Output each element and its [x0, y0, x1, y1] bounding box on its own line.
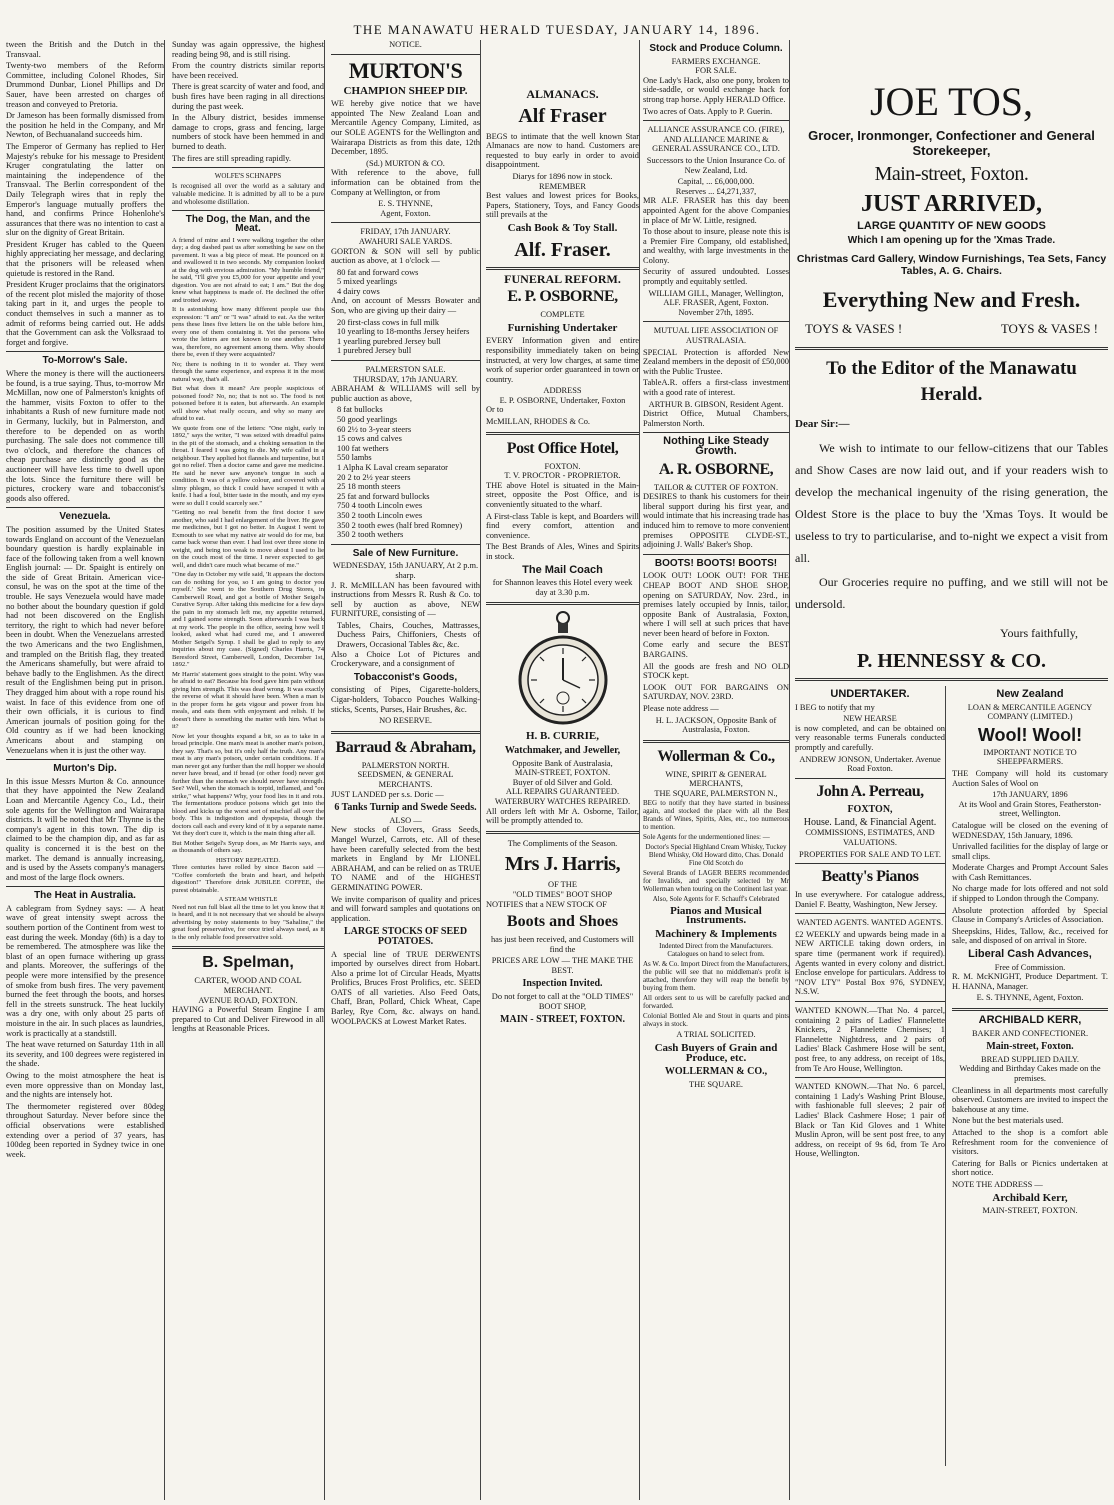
ad-signature: WILLIAM GILL, Manager, Wellington,: [648, 288, 784, 298]
ad-text: Absolute protection afforded by Special Clause in Company's Articles of Association.: [952, 905, 1108, 925]
ad-heading: JUST ARRIVED,: [861, 191, 1042, 217]
sale-date: FRIDAY, 17th JANUARY.: [360, 227, 451, 237]
ad-heading: Cash Buyers of Grain and Produce, etc.: [654, 1041, 778, 1064]
advertiser-name: ARCHIBALD KERR,: [978, 1014, 1082, 1026]
ad-text: District Office, Mutual Chambers, Palmerston North.: [643, 409, 789, 428]
article-paragraph: Dr Jameson has been formally dismissed from the position he held in the Company, and Mr Newton, of Bechuanaland succeeds him.: [6, 111, 164, 140]
letter-paragraph: We wish to intimate to our fellow-citizens that our Tables and Show Cases are now laid out, and if your readers wish to develop the mechanical ingenuity of the rising generation, the Oldest Store is the place to buy the 'Xmas Toys. It would be useless to try to particularise, and to-night we expect a visit from all.: [795, 441, 1108, 566]
ad-text: Best values and lowest prices for Books, Papers, Stationery, Toys, and Fancy Goods still prevails at the: [486, 191, 639, 220]
ad-heading: ALMANACS.: [526, 87, 599, 101]
ad-text: COMPLETE: [540, 310, 585, 320]
article-paragraph: "Getting no real benefit from the first doctor I saw another, who said I had enlargement of the liver. He gave me medicines, but I got no better. In August I went to Exmouth to see what my native air would do for me, but came back worse than ever. I had lost over three stone in weight, and being too weak to move about I used to lie on the couch most of the time. I never expected to get well, and didn't care much what became of me.": [172, 509, 324, 569]
article-paragraph: There is great scarcity of water and food, and bush fires have been raging in all directions during the past week.: [172, 82, 324, 111]
ad-heading: The Mail Coach: [522, 563, 603, 576]
advertiser-name: Post Office Hotel,: [506, 439, 619, 457]
advertiser-name: B. Spelman,: [202, 954, 294, 972]
letter-heading: Herald.: [920, 383, 983, 405]
divider: [6, 759, 164, 760]
list-item: 350 2 tooth wethers: [337, 530, 404, 540]
ad-signature: (Sd.) MURTON & CO.: [366, 158, 445, 168]
list-item: 1 yearling purebred Jersey bull: [337, 336, 441, 346]
ad-text: Attached to the shop is a comfort able Refreshment room for the convenience of visitors.: [952, 1127, 1108, 1157]
divider: [643, 120, 789, 121]
divider: [331, 360, 480, 361]
ad-text: PROPERTIES FOR SALE AND TO LET.: [799, 849, 941, 859]
ad-text: Which I am opening up for the 'Xmas Trade.: [847, 234, 1056, 246]
ad-signature: ANDREW JONSON, Undertaker. Avenue Road Foxton.: [799, 754, 941, 774]
ad-text: SPECIAL Protection is afforded New Zealand members in the deposit of £50,000 with the Public Trustee.: [643, 347, 789, 376]
ad-text: Doctor's Special Highland Cream Whisky, Tuckey Blend Whisky, Old Howard ditto, Chas. Donald Fine Old Scotch do: [645, 842, 787, 867]
article-paragraph: President Kruger has cabled to the Queen highly appreciating her message, and declaring that the prisoners will be released when quietude is restored in the Rand.: [6, 239, 164, 278]
ad-text: ADDRESS: [543, 386, 582, 396]
ad-text: COMMISSIONS, ESTIMATES, AND VALUATIONS.: [805, 828, 935, 847]
ad-text: NOTIFIES that a NEW STOCK OF: [486, 899, 607, 909]
list-item: 10 yearling to 18-months Jersey heifers: [337, 327, 470, 337]
ad-text: Security of assured undoubted. Losses promptly and equitably settled.: [643, 267, 789, 287]
list-item: 100 fat wethers: [337, 443, 389, 453]
ad-text: Moderate Charges and Prompt Account Sales with Cash Remittances.: [952, 863, 1108, 882]
advertiser-trade: SEEDSMEN, & GENERAL MERCHANTS.: [357, 770, 454, 789]
advertiser-name: Alf. Fraser.: [514, 238, 611, 261]
ad-text: LOOK OUT! LOOK OUT! FOR THE CHEAP BOOT AND SHOE SHOP, opening on SATURDAY, Nov. 23rd., in premises lately occupied by Innis, tailor, opposite Bank of Australasia, Foxton, where I will sell at such prices that have never been heard of before in Foxton.: [643, 571, 789, 638]
ad-text: £2 WEEKLY and upwards being made in a NEW ARTICLE taking down orders, in spare time (permanent work if required). Agents wanted in every colony and district. Enclose envelope for particulars. Address to "NOV LTY" Postal Box 976, SYDNEY, N.S.W.: [795, 929, 945, 997]
ad-text: No charge made for lots offered and not sold if shipped to London through the Company.: [952, 884, 1108, 904]
list-item: 20 first-class cows in full milk: [337, 317, 440, 327]
advertiser-name: WOLLERMAN & CO.,: [664, 1066, 768, 1078]
divider: [331, 54, 480, 55]
ad-text: Indented Direct from the Manufacturers. Catalogues on hand to select from.: [659, 942, 773, 959]
divider: [795, 1077, 945, 1078]
ad-text: WE hereby give notice that we have appointed The New Zealand Loan and Mercantile Agency Company, Limited, as our SOLE AGENTS for the Wellington and Wairarapa Districts as from this date, 12th December, 1895.: [331, 99, 480, 157]
ad-signature: ARTHUR B. GIBSON, Resident Agent.: [648, 399, 784, 409]
ad-heading: MUTUAL LIFE ASSOCIATION OF AUSTRALASIA.: [653, 326, 779, 346]
list-item: 350 2 tooth Lincoln ewes: [337, 510, 423, 520]
advertiser-address: Opposite Bank of Australasia,: [512, 758, 613, 768]
ad-text: WANTED KNOWN.—That No. 4 parcel, containing 2 pairs of Ladies' Flannelette Knickers, 2 Flannelette Chemises; 1 Flannelette Nightdress, and 2 pairs of Ladies' Black Cashmere Hose will be sent, post free, to any address, on receipt of 18s, from Te Aro House, Wellington.: [795, 1006, 945, 1073]
ad-text: Cleanliness in all departments most carefully observed. Customers are invited to inspect the bakehouse at any time.: [952, 1085, 1108, 1114]
advertiser-name: A. R. OSBORNE,: [658, 460, 774, 478]
divider: [172, 210, 324, 211]
divider: [486, 432, 639, 435]
ad-date: November 27th, 1895.: [678, 307, 754, 317]
ad-text: NEW HEARSE: [843, 714, 897, 724]
list-item: 20 2 to 2½ year steers: [337, 472, 411, 482]
ad-text: Also, Sole Agents for F. Schauff's Celebrated: [652, 894, 780, 903]
advertiser-trade: WINE, SPIRIT & GENERAL MERCHANTS,: [665, 769, 767, 789]
divider: [795, 863, 945, 864]
divider: [331, 731, 480, 734]
ad-text: Wedding and Birthday Cakes made on the premises.: [959, 1064, 1101, 1083]
article-paragraph: A cablegram from Sydney says: — A heat wave of great intensity swept across the southern portion of the Continent from west to east during the week. Monday (6th) is a day to be remembered. The atmosphere was like the blast of an open furnace withering up grass and plants. Moreover, the sufferings of the people were more intensified by the presence of smoke from bush fires. The very pavement burned the feet through the boots, and horses fell in the streets sunstruck. The heat luckily was a dry one, with only about 25 parts of moisture in the air. In such places as laundries, work is practically at a standstill.: [6, 903, 164, 1038]
ad-text: TOYS & VASES !: [1000, 321, 1098, 337]
advertiser-name: H. B. CURRIE,: [525, 730, 600, 743]
ad-text: Three centuries have rolled by since Bacon said — "Coffee comforteth the brain and heart, and helpeth digestion!" Therefore drink JUBILEE COFFEE, the purest obtainable.: [172, 864, 324, 894]
ad-text: E. P. OSBORNE, Undertaker, Foxton: [499, 395, 626, 405]
divider: [331, 222, 480, 223]
advertiser-name: Barraud & Abraham,: [335, 738, 476, 756]
column-heading: Stock and Produce Column.: [649, 43, 783, 54]
advertiser-trade: LOAN & MERCANTILE AGENCY COMPANY (LIMITED.): [967, 702, 1093, 722]
ad-text: With reference to the above, full information can be obtained from the Company at Wellington, or from: [331, 168, 480, 197]
list-item: And, on account of Messrs Bowater and Son, who are giving up their dairy —: [331, 296, 480, 316]
list-item: 25 18 month steers: [337, 482, 401, 492]
list-item: 750 4 tooth Lincoln ewes: [337, 501, 423, 511]
ad-heading: 6 Tanks Turnip and Swede Seeds.: [334, 802, 477, 814]
ad-heading: Furnishing Undertaker: [507, 321, 618, 334]
ad-text: As W. & Co. Import Direct from the Manufacturers, the public will see that no middleman's profit is attached, therefore they will reap the benefit by buying from them.: [643, 960, 789, 993]
list-item: 350 2 tooth ewes (half bred Romney): [337, 520, 463, 530]
ad-text: Or to: [486, 405, 504, 415]
ad-text: has just been received, and Customers will find the: [490, 935, 635, 954]
ad-text: One Lady's Hack, also one pony, broken to side-saddle, or would exchange hack for strong trap horse. Apply HERALD Office.: [643, 75, 789, 104]
ad-text: Colonial Bottled Ale and Stout in quarts and pints always in stock.: [643, 1012, 789, 1029]
ad-heading: HISTORY REPEATED.: [215, 856, 281, 864]
ad-heading: Cash Book & Toy Stall.: [507, 221, 618, 234]
columns: [6, 40, 1108, 1500]
ad-text: All orders sent to us will be carefully packed and forwarded.: [643, 994, 789, 1011]
letter-heading: To the Editor of the Manawatu: [826, 357, 1077, 379]
ad-heading: Pianos and Musical Instruments.: [670, 904, 762, 927]
list-item: 60 2½ to 3-year steers: [337, 424, 412, 434]
ad-text: Several Brands of LAGER BEERS recommended for Invalids, and specially selected by Mr Wollerman when touring on the Continent last year.: [643, 868, 789, 893]
ad-text: THE above Hotel is situated in the Main-street, opposite the Post Office, and is conveniently situated to the wharf.: [486, 480, 639, 510]
ad-text: Do not forget to call at the "OLD TIMES" BOOT SHOP,: [491, 992, 634, 1011]
ad-heading: LARGE STOCKS OF SEED POTATOES.: [343, 926, 468, 947]
ad-heading: FARMERS EXCHANGE.: [671, 56, 761, 66]
article-paragraph: But what does it mean? Are people suspicious of poisoned food? No, no; that is not so. The food is not poisoned before it is eaten, but afterwards. An example will show what really occurs, and why so many are afraid to eat.: [172, 385, 324, 423]
article-paragraph: The thermometer registered over 80deg throughout Saturday. Never before since the official observations were established extending over a period of 37 years, has 100deg been reported in Sydney twice in one week.: [6, 1101, 164, 1159]
masthead: [0, 0, 1114, 40]
advertiser-address: Main-street, Foxton.: [874, 163, 1029, 185]
lower-ads: [795, 686, 1108, 1466]
ad-text: Catering for Balls or Picnics undertaken at short notice.: [952, 1158, 1108, 1178]
article-heading: To-Morrow's Sale.: [42, 355, 128, 367]
advertiser-address: Main-street, Foxton.: [986, 1041, 1074, 1053]
article-paragraph: Where the money is there will the auctioneers be found, is a true saying. Thus, to-morrow Mr McMillan, now one of Palmerston's knights of the hammer, visits Foxton to offer to the inhabitants a Rush of new furniture made not in Germany, luckily, but in Palmerston, and therefore to be depended on as worth purchasing. The sale does not commence till two o'clock, and therefore the chances of cheap purchase are distinctly good as the auctioneer will have less time to dwell upon the lots. Since the furniture there will be pictures, crockery ware and tobacconist's goods also offered.: [6, 369, 164, 503]
masthead-text: THE MANAWATU HERALD TUESDAY, JANUARY 14, 1896.: [353, 22, 761, 37]
ad-text: Catalogue will be closed on the evening of WEDNESDAY, 15th January, 1896.: [952, 820, 1108, 840]
divider: [795, 347, 1108, 350]
article-paragraph: In the Albury district, besides immense damage to crops, grass and fencing, large numbers of stock have been hemmed in and burned to death.: [172, 113, 324, 151]
article-paragraph: "One day in October my wife said, 'It appears the doctors can do nothing for you, so I am going to doctor you myself.' She went to the Southern Drug Stores, in Camberwell Road, and got a bottle of Mother Seigel's Curative Syrup. After taking this medicine for a few days the pain in my stomach left me, my appetite returned, and I gained some strength. Soon afterwards I was back at my work. The people in the office, seeing how well I looked, asked what had cured me, and I answered Mother Seigel's Syrup. I shall be glad to reply to any inquiries about my case. (Signed) Charles Harris, 74 Beresford Street, Camberwell, London, December 1st, 1892.": [172, 571, 324, 669]
divider: [952, 1008, 1108, 1011]
column-5: [643, 40, 790, 1500]
advertiser-name: Beatty's Pianos: [821, 868, 919, 886]
advertiser-trade: BAKER AND CONFECTIONER.: [971, 1028, 1089, 1038]
article-heading: The Heat in Australia.: [34, 890, 136, 902]
ad-text: I BEG to notify that my: [795, 702, 875, 712]
advertiser-trade: Watchmaker, and Jeweller,: [504, 744, 621, 756]
ad-text: WATERBURY WATCHES REPAIRED.: [494, 796, 631, 806]
ad-text: The Best Brands of Ales, Wines and Spirits in stock.: [486, 542, 639, 561]
advertiser-address: MAIN-STREET, FOXTON.: [982, 1206, 1078, 1216]
advertiser-trade: TAILOR & CUTTER OF FOXTON.: [653, 482, 779, 492]
list-item: 1 purebred Jersey bull: [337, 346, 412, 356]
lower-right-ads: [952, 686, 1108, 1466]
ad-heading: Wool! Wool!: [977, 724, 1083, 745]
sale-date: WEDNESDAY, 15th JANUARY, At 2 p.m. sharp.: [332, 561, 479, 580]
list-item: 80 fat and forward cows: [337, 267, 419, 277]
column-2: [172, 40, 325, 1500]
ad-heading: WOLFE'S SCHNAPPS: [214, 172, 282, 181]
advertiser-name: Wollerman & Co.,: [657, 747, 775, 765]
ad-text: Tables, Chairs, Couches, Mattrasses, Duchess Pairs, Chiffoniers, Chests of Drawers, Occasional Tables &c, &c.: [337, 620, 480, 650]
ad-heading: FOR SALE.: [695, 66, 737, 76]
ad-text: Unrivalled facilities for the display of large or small clips.: [952, 842, 1108, 861]
ad-body: [643, 799, 789, 903]
agent-title: Agent, Foxton.: [380, 208, 431, 218]
article-paragraph: We quote from one of the letters: "One night, early in 1892," says the writer, "I was seized with dreadful pains in the pit of the stomach, and a choking sensation in the throat. I feared I was going to die. My wife called in a neighbour. They applied hot flannels and turpentine, but I got no relief. Then a doctor came and gave me medicine. He said he never saw anyone's tongue in such a condition. It was of a yellow colour, and covered with a slimy phlegm, so thick I could have scraped it with a knife. I had a foul, bitter taste in the mouth, and my eyes were so dull I could scarcely see.": [172, 424, 324, 507]
article-paragraph: The Emperor of Germany has replied to Her Majesty's rebuke for his message to President Kruger congratulating the latter on maintaining the independence of the Transvaal. The Berlin correspondent of the Daily Telegraph wires that in reply the Emperor's language mutually proffers the hand, and confirms Prince Hohenlohe's assurances that there was no intention to cast a slur on the dignity of Great Britain.: [6, 141, 164, 238]
ad-text: Sheepskins, Hides, Tallow, &c., received for sale, and disposed of on arrival in Store.: [952, 926, 1108, 946]
advertiser-address: MAIN-STREET, FOXTON.: [514, 768, 611, 778]
advertiser-trade: House. Land, & Financial Agent.: [803, 817, 937, 829]
ad-text: JUST LANDED per s.s. Doric —: [331, 789, 444, 799]
ad-signature: ALF. FRASER, Agent, Foxton.: [663, 298, 769, 308]
ad-text: T. V. PROCTOR - PROPRIETOR.: [504, 471, 621, 481]
ad-text: Come early and secure the BEST BARGAINS.: [643, 640, 789, 660]
divider: [486, 267, 639, 270]
ad-heading: ALLIANCE ASSURANCE CO. (FIRE), AND ALLIANCE MARINE & GENERAL ASSURANCE CO., LTD.: [647, 125, 785, 154]
article-body: [172, 237, 324, 942]
ad-text: To those about to insure, please note this is a Premier Fire Company, old established, and wealthy, with large investments in the Colony.: [643, 227, 789, 265]
list-item: 1 Alpha K Laval cream separator: [337, 462, 448, 472]
advertiser-name: John A. Perreau,: [816, 782, 924, 800]
article-paragraph: The fires are still spreading rapidly.: [172, 153, 291, 163]
article-paragraph: Mr Harris' statement goes straight to the point. Why was he afraid to eat? Because his food gave him pain without giving him strength. This was dead wrong. It was exactly the reverse of what it should have been. When a man is in the proper form he gets vigour and power from his meals, and eats them with enjoyment and relish. If he doesn't there is something the matter with him. What is it?: [172, 670, 324, 731]
ad-text: ABRAHAM & WILLIAMS will sell by public auction as above,: [331, 384, 480, 403]
advertiser-address: THE SQUARE.: [689, 1079, 743, 1089]
ad-text: All orders left with Mr A. Osborne, Tailor, will be promptly attended to.: [486, 806, 639, 826]
ad-text: Successors to the Union Insurance Co. of New Zealand, Ltd.: [646, 155, 786, 175]
advertiser-trade: Grocer, Ironmonger, Confectioner and General Storekeeper,: [808, 128, 1095, 158]
advertiser-name: Alf Fraser: [518, 104, 607, 127]
ad-text: BEG to notify that they have started in business again, and stocked the place with all the Best Brands of Wines, Spirits, Ales, etc., too numerous to mention.: [643, 798, 789, 831]
ad-text: New stocks of Clovers, Grass Seeds, Mangel Wurzel, Carrots, etc. All of these have been carefully selected from the best markets in England by Mr LIONEL ABRAHAM, and can be relied on as TRUE TO NAME and of the HIGHEST GERMINATING POWER.: [331, 825, 480, 892]
column-3: [331, 40, 481, 1500]
ad-text: HAVING a Powerful Steam Engine I am prepared to Cut and Deliver Firewood in all lengths at Reasonable Prices.: [172, 1005, 324, 1034]
ad-heading: Boots and Shoes: [506, 913, 619, 931]
ad-text: MR ALF. FRASER has this day been appointed Agent for the above Companies in place of Mr W. Little, resigned.: [643, 196, 789, 225]
divider: [643, 554, 789, 555]
divider: [331, 544, 480, 545]
ad-heading: FUNERAL REFORM.: [504, 271, 621, 286]
ad-text: EVERY Information given and entire responsibility immediately taken on being instructed, at very low charges, at same time work of superior order guaranteed in town or country.: [486, 336, 639, 384]
article-paragraph: tween the British and the Dutch in the Transvaal.: [6, 40, 164, 59]
ad-text: Christmas Card Gallery, Window Furnishings, Tea Sets, Fancy Tables, A. G. Chairs.: [796, 253, 1107, 278]
ad-heading: WANTED AGENTS. WANTED AGENTS.: [796, 918, 944, 928]
article-paragraph: But Mother Seigel's Syrup does, as Mr Harris says, and as thousands of others say.: [172, 839, 324, 855]
divider: [6, 507, 164, 508]
ad-heading: Liberal Cash Advances,: [968, 948, 1092, 961]
list-item: 50 good yearlings: [337, 415, 398, 424]
divider: [643, 740, 789, 743]
ad-text: PRICES ARE LOW — THE MAKE THE BEST.: [491, 956, 634, 975]
ad-text: IMPORTANT NOTICE TO SHEEPFARMERS.: [983, 747, 1077, 767]
ad-heading: Tobacconist's Goods,: [353, 671, 458, 683]
ad-text: In use everywhere. For catalogue address, Daniel F. Beatty, Washington, New Jersey.: [795, 890, 945, 909]
column-6: [795, 40, 1108, 1500]
ad-signature: R. M. McKNIGHT, Produce Department. T. H. HANNA, Manager.: [952, 972, 1108, 991]
ad-heading: Everything New and Fresh.: [822, 287, 1081, 313]
article-paragraph: A friend of mine and I were walking together the other day; a dog dashed past us after something he saw on the pavement. It was a big piece of meat. He pounced on it and swallowed it in two seconds. My companion looked at the dog with envious admiration. "My humble friend," he said, "I'll give you £5,000 for your appetite and your digestion. You are not afraid to eat; I am." But the dog knew what happiness is made of. He declined the offer and trotted away.: [172, 236, 324, 304]
ad-text: TableA.R. offers a first-class investment with a good rate of interest.: [643, 378, 789, 397]
list-item: 5 mixed yearlings: [337, 277, 398, 287]
ad-text: for Shannon leaves this Hotel every week day at 3.30 p.m.: [492, 578, 633, 597]
divider: [172, 167, 324, 168]
ad-text: 17th JANUARY, 1896: [992, 790, 1068, 800]
advertiser-name: MURTON'S: [348, 57, 463, 83]
letter-salutation: Dear Sir:—: [795, 417, 850, 430]
notice-label: NOTICE.: [389, 40, 422, 49]
advertiser-name: Archibald Kerr,: [992, 1191, 1068, 1204]
agent-name: E. S. THYNNE,: [378, 199, 433, 209]
divider: [6, 886, 164, 887]
letter-closing: Yours faithfully,: [999, 626, 1078, 641]
divider: [486, 602, 639, 605]
ad-text: At its Wool and Grain Stores, Featherston-street, Wellington.: [958, 799, 1102, 819]
ad-text: McMILLAN, RHODES & Co.: [486, 417, 590, 427]
sale-venue: PALMERSTON SALE.: [365, 365, 446, 375]
divider: [795, 778, 945, 779]
sale-venue: AWAHURI SALE YARDS.: [358, 236, 453, 246]
ad-text: All the goods are fresh and NO OLD STOCK kept.: [643, 661, 789, 681]
column-1: [6, 40, 165, 1500]
ad-text: A special line of TRUE DERWENTS imported by ourselves direct from Hobart. Also a prime lot of Circular Heads, Myatts Prolifics, Bruces Frost Prolifics, etc. SEED OATS of all varieties. Also Feed Oats, Chaff, Bran, Pollard, Chick Wheat, Cape Barley, Rye Corn, &c. always on hand. WOOLPACKS at Lowest Market Rates.: [331, 949, 480, 1026]
ad-text: Sole Agents for the undermentioned lines: —: [643, 832, 770, 841]
ad-heading: UNDERTAKER.: [830, 687, 910, 700]
divider: [795, 913, 945, 914]
article-paragraph: It is astonishing how many different people use this expression: "I am" or "I was" afraid to eat. As the writer pens these lines five letters lie on the table before him, every one of them containing it. Yet the persons who wrote the letters are not known to one another. There was, therefore, no agreement among them. Why should there be, even if they were acquainted?: [172, 306, 324, 359]
ad-text: THE Company will hold its customary Auction Sales of Wool on: [952, 768, 1108, 788]
column-4: [486, 40, 640, 1500]
article-paragraph: From the country districts similar reports have been received.: [172, 61, 324, 80]
article-heading: Venezuela.: [59, 511, 111, 523]
ad-text: Capital, ... £6,000,000.: [677, 177, 755, 187]
article-heading: The Dog, the Man, and the Meat.: [185, 213, 311, 235]
ad-heading: CHAMPION SHEEP DIP.: [343, 84, 468, 97]
letter-signature: P. HENNESSY & CO.: [856, 649, 1047, 672]
ad-text: Also a Choice Lot of Pictures and Crockeryware, and a consignment of: [331, 649, 480, 669]
ad-text: consisting of Pipes, Cigarette-holders, Cigar-holders, Tobacco Pouches Walking-sticks, Scents, Purses, Hair Brushes, &c.: [331, 685, 480, 714]
divider: [486, 831, 639, 834]
divider: [6, 351, 164, 352]
ad-body: [643, 942, 789, 1028]
ad-heading: Inspection Invited.: [522, 978, 603, 990]
article-paragraph: Twenty-two members of the Reform Committee, including Colonel Rhodes, Sir Drummond Dunbar, Lionel Phillips and Dr Sauer, have been arrested on charges of treason and conveyed to Pretoria.: [6, 61, 164, 109]
ad-text: ALSO —: [389, 815, 422, 825]
ad-text: is now completed, and can be obtained on very reasonable terms Funerals conducted promptly and carefully.: [795, 723, 945, 752]
article-paragraph: Sunday was again oppressive, the highest reading being 98, and is still rising.: [172, 40, 324, 59]
ad-text: WANTED KNOWN.—That No. 6 parcel, containing 1 Lady's Washing Print Blouse, with fashionable full sleeves; 2 pair of Ladies' Black Cashmere Hose; 1 pair of Black or Tan Kid Gloves and 1 White Muslin Apron, will be sent post free, to any address, on receipt of 9s 6d, from Te Aro House, Wellington.: [795, 1082, 945, 1159]
ad-text: Two acres of Oats. Apply to P. Guerin.: [643, 106, 773, 116]
list-item: 4 dairy cows: [337, 286, 380, 296]
article-paragraph: The position assumed by the United States towards England on account of the Venezuelan boundary question is hardly explainable in face of the following taken from a well known English journal: — Dr. Spaight is entirely on the side of Great Britain. American vice-consul, he was on the spot at the time of the trouble. He says Venezuela would have made no bother about the boundary question if gold had not been discovered on the English territory, the right to which had never before been in doubt. When the Venezuelans arrested the two Americans and the two Englishmen, and trampled on the British flag, they treated the Americans shamefully, but were afraid to behave badly to the Englishmen. As the direct result of the Englishmen being put in prison. They dragged him about with a rope round his waist. In face of this evidence from one of their own officials, it is curious to find American journals of position going for the Old country as if we had been knocking Americans about and stamping on Venezuelans when it is just the other way.: [6, 524, 164, 755]
ad-signature: E. S. THYNNE, Agent, Foxton.: [976, 993, 1084, 1003]
list-item: 550 lambs: [337, 453, 372, 463]
advertiser-name: JOE TOS,: [869, 79, 1033, 124]
advertiser-name: Mrs J. Harris,: [504, 853, 621, 876]
ad-signature: H. L. JACKSON, Opposite Bank of Australasia, Foxton.: [655, 715, 777, 735]
ad-text: GORTON & SON will sell by public auction as above, at 1 o'clock —: [331, 246, 480, 266]
ad-text: J. R. McMILLAN has been favoured with instructions from Messrs R. Rush & Co. to sell by auction as above, NEW FURNITURE, consisting of —: [331, 580, 480, 619]
ad-text: BEGS to intimate that the well known Star Almanacs are now to hand. Customers are requested to buy early in order to avoid disappointment.: [486, 131, 639, 170]
lower-left-ads: [795, 686, 946, 1466]
ad-text: DESIRES to thank his customers for their liberal support during his first year, and would intimate that his increasing trade has induced him to remove to more convenient premises OPPOSITE CLYDE-ST., adjoining J. Walls' Baker's Shop.: [643, 492, 789, 550]
ad-text: NO RESERVE.: [379, 716, 432, 726]
ad-text: Reserves ... £4,271,337,: [675, 186, 757, 196]
ad-heading: BOOTS! BOOTS! BOOTS!: [654, 557, 778, 569]
ad-heading: A STEAM WHISTLE: [218, 896, 278, 904]
ad-text: OF THE: [548, 880, 577, 890]
divider: [795, 1001, 945, 1002]
article-paragraph: Owing to the moist atmosphere the heat is even more oppressive than on Monday last, and the nights are intensely hot.: [6, 1070, 164, 1100]
ad-text: NOTE THE ADDRESS —: [952, 1179, 1043, 1189]
list-item: 8 fat bullocks: [337, 405, 383, 415]
ad-text: Need not run full blast all the time to let you know that it is heard, and it is not necessary that we should be always advertising by noisy statements to buy "Sahaline," the great food preservative, for once tried always used, as it is the only reliable food preservative sold.: [172, 903, 324, 941]
divider: [795, 678, 1108, 681]
advertiser-name: E. P. OSBORNE,: [507, 288, 618, 306]
sale-date: THURSDAY, 17th JANUARY.: [353, 374, 458, 384]
divider: [643, 432, 789, 433]
article-paragraph: In this issue Messrs Murton & Co. announce that they have appointed the New Zealand Loan and Mercantile Agency Co., Ld., their sole agents for the Wellington and Wairarapa districts. It will be noted that Mr Thynne is the company's agent in this town. The dip is claimed to be the champion dip, and as far as quality is concerned it is the best on the market. The demand is annually increasing, and is used by the Assets company's managers and most of the large flock owners.: [6, 776, 164, 882]
advertiser-name: New Zealand: [996, 687, 1064, 700]
article-paragraph: President Kruger proclaims that the originators of the recent plot misled the majority of those taking part in it, and urges the people to conduct themselves in such a manner as to admit of reforms being carried out. He adds that the Government can ask the Volksraad to forget and forgive.: [6, 280, 164, 347]
ad-text: We invite comparison of quality and prices and will forward samples and quotations on application.: [331, 894, 480, 923]
article-heading: Murton's Dip.: [53, 763, 117, 775]
ad-row: [795, 316, 1108, 342]
ad-text: Is recognised all over the world as a salutary and valuable medicine. It is admitted by all to be a pure and wholesome distillation.: [172, 181, 324, 206]
list-item: 25 fat and forward bullocks: [337, 491, 430, 501]
ad-text: Please note address —: [643, 704, 719, 714]
ad-heading: LARGE QUANTITY OF NEW GOODS: [857, 220, 1046, 232]
ad-text: "OLD TIMES" BOOT SHOP: [512, 889, 613, 899]
ad-text: TOYS & VASES !: [805, 321, 903, 337]
ad-text: None but the best materials used.: [952, 1116, 1064, 1126]
advertiser-address: FOXTON.: [544, 461, 581, 471]
ad-text: REMEMBER: [539, 181, 586, 191]
ad-text: Buyer of old Silver and Gold.: [512, 777, 613, 787]
advertiser-address: FOXTON,: [847, 803, 893, 815]
ad-text: ALL REPAIRS GUARANTEED.: [505, 787, 620, 797]
advertiser-address: AVENUE ROAD, FOXTON.: [198, 995, 298, 1005]
divider: [643, 321, 789, 322]
article-paragraph: No; there is nothing in it to wonder at. They went through the same experience, and express it in the most natural way, that's all.: [172, 360, 324, 383]
ad-text: Diarys for 1896 now in stock.: [512, 171, 613, 181]
ad-text: A TRIAL SOLICITED.: [676, 1030, 756, 1040]
list-item: 15 cows and calves: [337, 434, 402, 444]
ad-text: A First-class Table is kept, and Boarders will find every comfort, attention and convenience.: [486, 511, 639, 540]
pocket-watch-icon: [518, 610, 608, 728]
advertiser-address: THE SQUARE, PALMERSTON N.,: [654, 789, 778, 798]
ad-text: BREAD SUPPLIED DAILY.: [981, 1054, 1079, 1064]
ad-text: The Compliments of the Season.: [507, 838, 618, 848]
ad-text: Free of Commission.: [994, 962, 1066, 972]
ad-heading: Sale of New Furniture.: [352, 547, 459, 559]
ad-heading: Nothing Like Steady Growth.: [663, 435, 769, 457]
article-paragraph: Now let your thoughts expand a bit, so as to take in a broad principle. One man's meat is another man's poison, they say. That's so, but it's only half the truth. Any man's meat is any man's poison, under certain conditions. If a man never got any further than the mill hopper we should never have bread, and if bread (or other food) never got further than the stomach we should never have strength. See? Well, when the stomach is torpid, inflamed, and "on strike," what happens? Why, your food lies in it and rots. The fermentations produce poisons which get into the blood and kicks up the worst sort of mischief all over the body. This is indigestion and dyspepsia, though the doctors call each and every kind of it by a separate name. Yet they don't cure it, which is the main thing after all.: [172, 732, 324, 838]
article-paragraph: The heat wave returned on Saturday 11th in all its severity, and 100 degrees were registered in the shade.: [6, 1040, 164, 1069]
divider: [172, 946, 324, 949]
advertiser-address: MAIN - STREET, FOXTON.: [500, 1014, 625, 1026]
ad-heading: Machinery & Implements: [655, 927, 777, 940]
advertiser-address: PALMERSTON NORTH.: [361, 760, 450, 770]
letter-paragraph: Our Groceries require no puffing, and we still will not be undersold.: [795, 575, 1108, 612]
ad-text: LOOK OUT FOR BARGAINS ON SATURDAY, NOV. 23RD.: [643, 682, 789, 702]
advertiser-trade: CARTER, WOOD AND COAL MERCHANT.: [194, 976, 302, 995]
